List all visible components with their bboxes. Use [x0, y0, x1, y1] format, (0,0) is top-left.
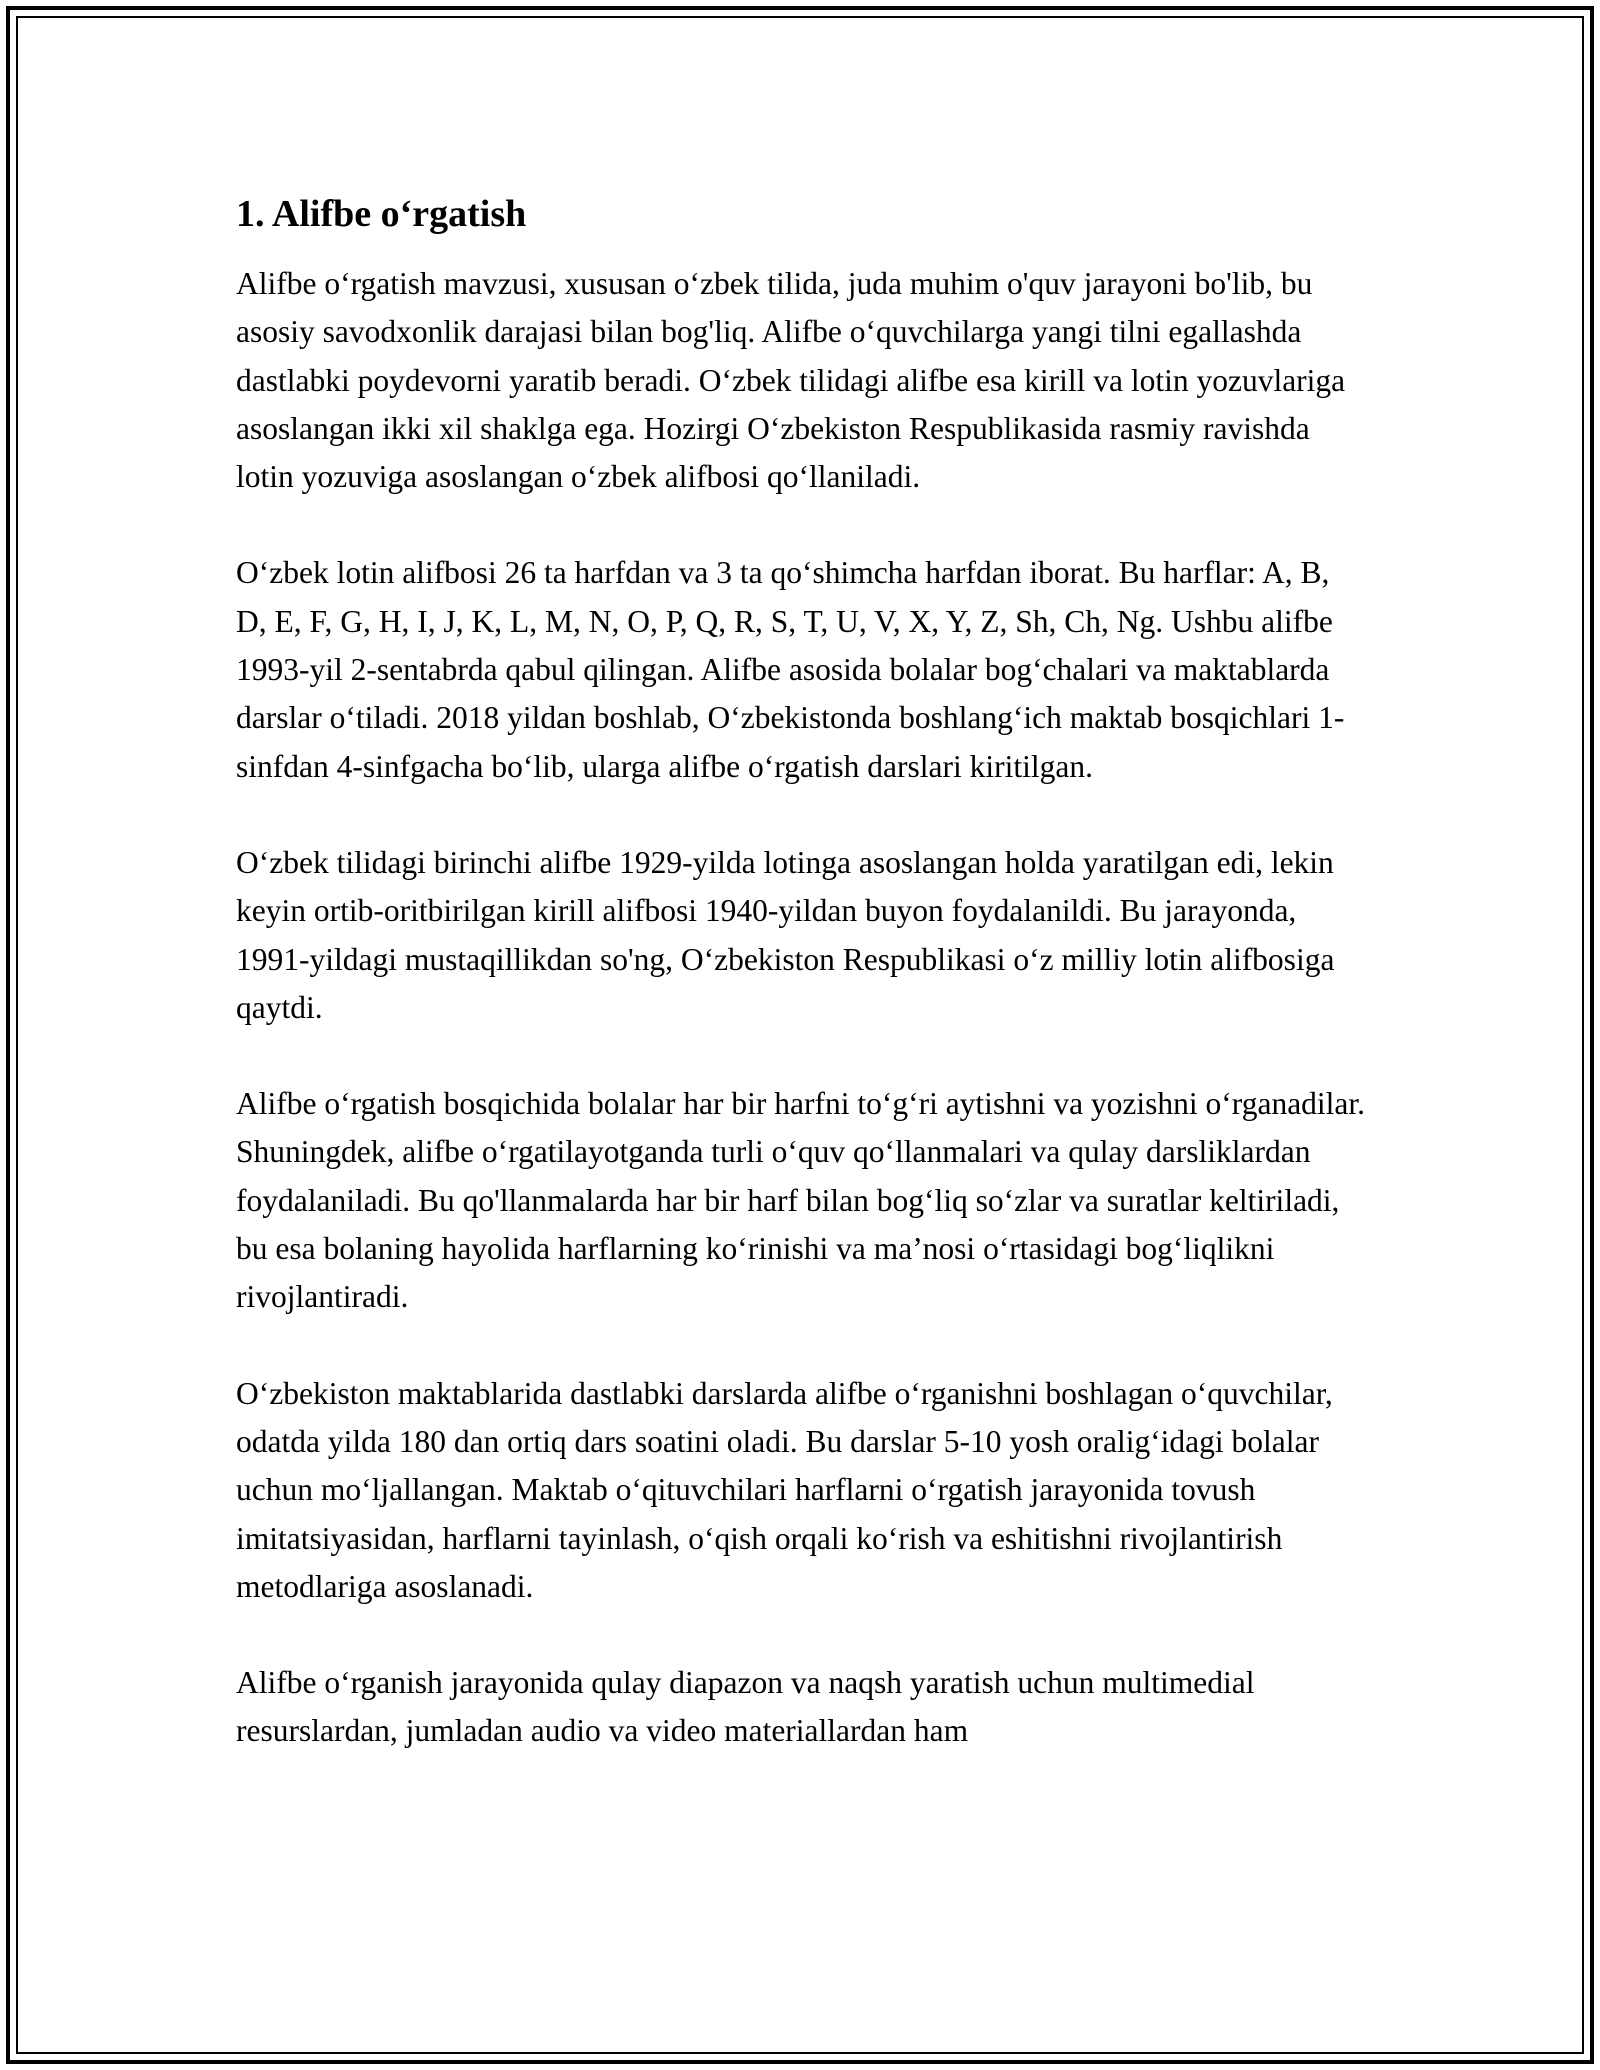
paragraph-teaching-stage: Alifbe o‘rgatish bosqichida bolalar har bir harfni to‘g‘ri aytishni va yozishni o‘rganadilar. Shuningdek, alifbe o‘rgatilayotganda turli o‘quv qo‘llanmalari va qulay darsliklardan foydalaniladi. Bu qo'llanmalarda har bir harf bilan bog‘liq so‘zlar va suratlar keltiriladi, bu esa bolaning hayolida harflarning ko‘rinishi va ma’nosi o‘rtasidagi bog‘liqlikni rivojlantiradi.: [236, 1086, 1366, 1315]
paragraph-alphabet-history: O‘zbek tilidagi birinchi alifbe 1929-yilda lotinga asoslangan holda yaratilgan edi, lekin keyin ortib-oritbirilgan kirill alifbosi 1940-yildan buyon foydalanildi. Bu jarayonda, 1991-yildagi mustaqillikdan so'ng, O‘zbekiston Respublikasi o‘z milliy lotin alifbosiga qaytdi.: [236, 844, 1335, 1025]
paragraph-alphabet-intro: Alifbe o‘rgatish mavzusi, xususan o‘zbek tilida, juda muhim o'quv jarayoni bo'lib, bu asosiy savodxonlik darajasi bilan bog'liq. Alifbe o‘quvchilarga yangi tilni egallashda dastlabki poydevorni yaratib beradi. O‘zbek tilidagi alifbe esa kirill va lotin yozuvlariga asoslangan ikki xil shaklga ega. Hozirgi O‘zbekiston Respublikasida rasmiy ravishda lotin yozuviga asoslangan o‘zbek alifbosi qo‘llaniladi.: [236, 266, 1346, 495]
paragraph-school-lessons: O‘zbekiston maktablarida dastlabki darslarda alifbe o‘rganishni boshlagan o‘quvchilar, odatda yilda 180 dan ortiq dars soatini oladi. Bu darslar 5-10 yosh oralig‘idagi bolalar uchun mo‘ljallangan. Maktab o‘qituvchilari harflarni o‘rgatish jarayonida tovush imitatsiyasidan, harflarni tayinlash, o‘qish orqali ko‘rish va eshitishni rivojlantirish metodlariga asoslanadi.: [236, 1375, 1333, 1604]
document-body: [236, 190, 1366, 1804]
section-heading: 1. Alifbe o‘rgatish: [236, 193, 527, 235]
paragraph-latin-alphabet-letters: O‘zbek lotin alifbosi 26 ta harfdan va 3 ta qo‘shimcha harfdan iborat. Bu harflar: A, B, D, E, F, G, H, I, J, K, L, M, N, O, P, Q, R, S, T, U, V, X, Y, Z, Sh, Ch, Ng. Ushbu alifbe 1993-yil 2-sentabrda qabul qilingan. Alifbe asosida bolalar bog‘chalari va maktablarda darslar o‘tiladi. 2018 yildan boshlab, O‘zbekistonda boshlang‘ich maktab bosqichlari 1-sinfdan 4-sinfgacha bo‘lib, ularga alifbe o‘rgatish darslari kiritilgan.: [236, 555, 1345, 784]
paragraph-multimedia-resources: Alifbe o‘rganish jarayonida qulay diapazon va naqsh yaratish uchun multimedial resurslardan, jumladan audio va video materiallardan ham: [236, 1665, 1255, 1749]
